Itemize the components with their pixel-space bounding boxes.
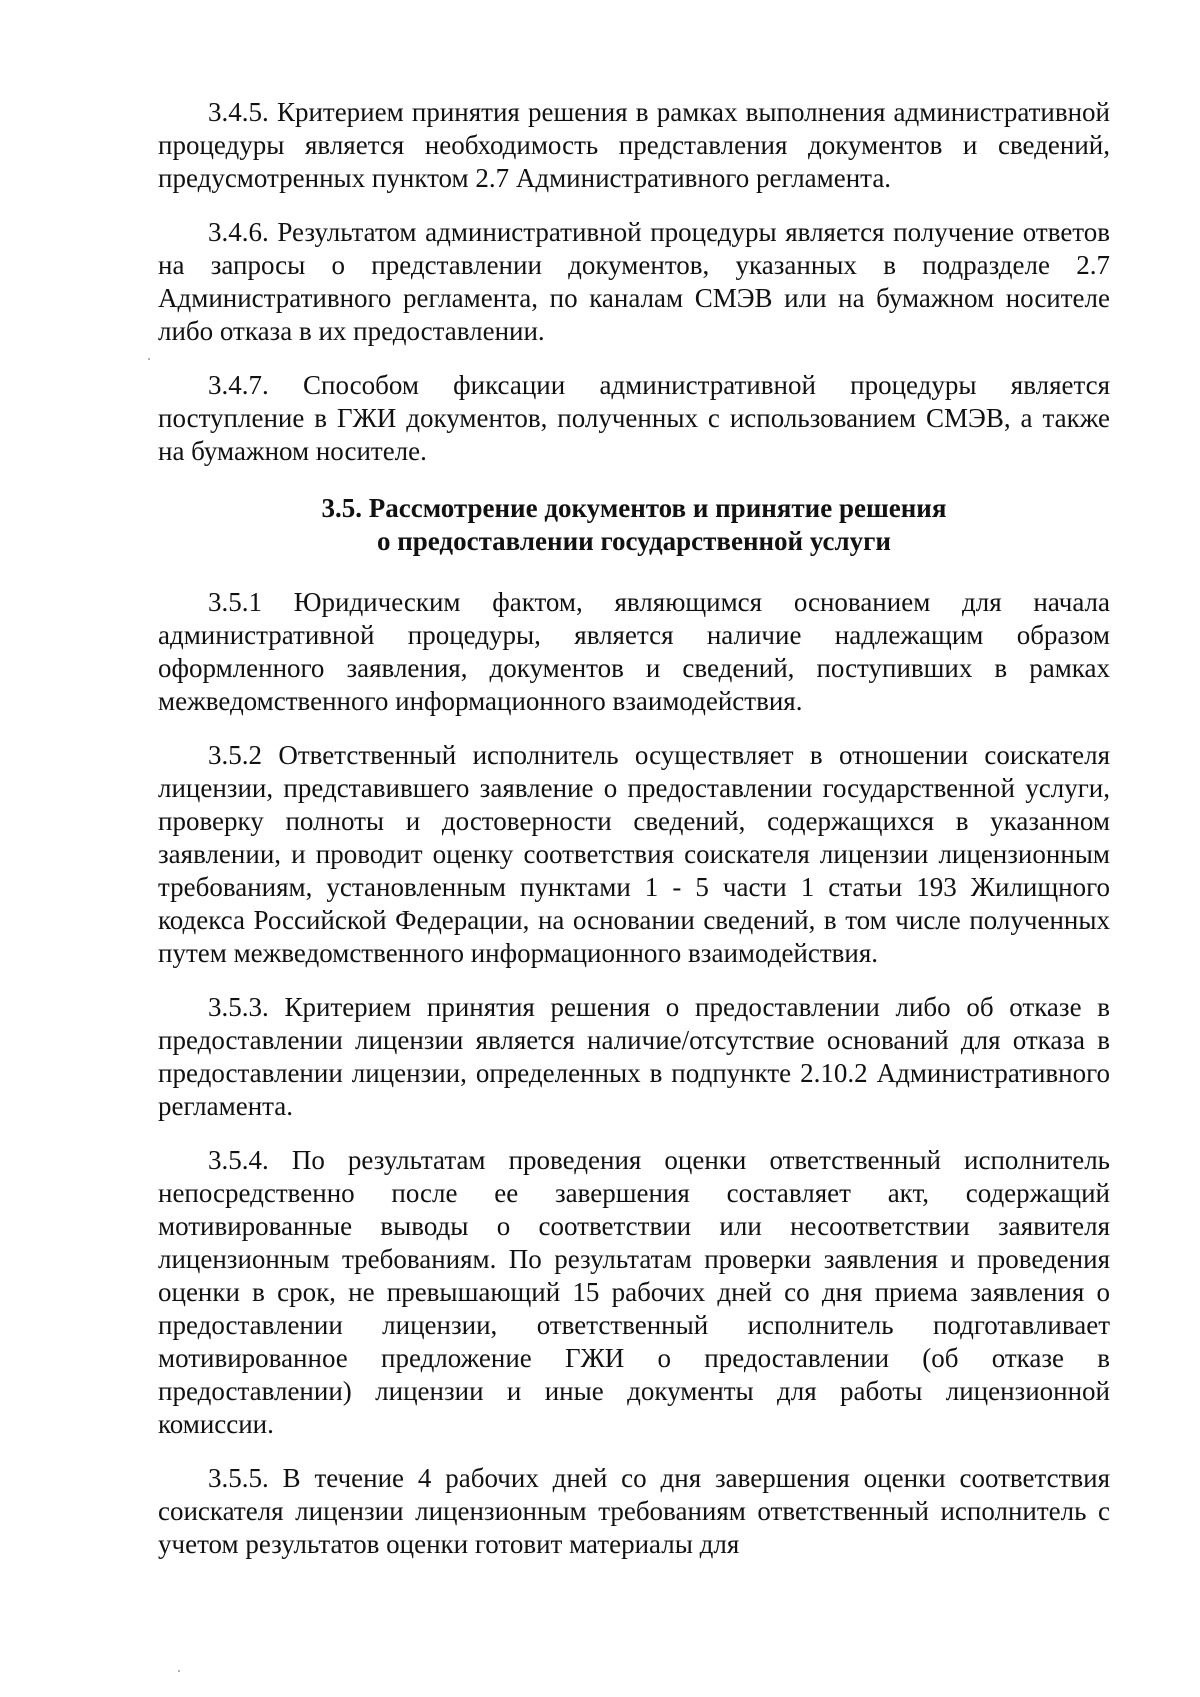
section-heading-3-5 <box>158 492 1110 558</box>
paragraph-3-5-5: 3.5.5. В течение 4 рабочих дней со дня завершения оценки соответствия соискателя лицензии лицензионным требованиям ответственный исполнитель с учетом результатов оценки готовит материалы для <box>158 1463 1110 1559</box>
paragraph-3-5-2: 3.5.2 Ответственный исполнитель осуществляет в отношении соискателя лицензии, представившего заявление о предоставлении государственной услуги, проверку полноты и достоверности сведений, содержащихся в указанном заявлении, и проводит оценку соответствия соискателя лицензии лицензионным требованиям, установленным пунктами 1 - 5 части 1 статьи 193 Жилищного кодекса Российской Федерации, на основании сведений, в том числе полученных путем межведомственного информационного взаимодействия. <box>158 740 1110 968</box>
paragraph-3-4-7: 3.4.7. Способом фиксации административной процедуры является поступление в ГЖИ документов, полученных с использованием СМЭВ, а также на бумажном носителе. <box>158 370 1110 466</box>
paragraph-3-4-6: 3.4.6. Результатом административной процедуры является получение ответов на запросы о представлении документов, указанных в подразделе 2.7 Административного регламента, по каналам СМЭВ или на бумажном носителе либо отказа в их предоставлении. <box>158 217 1110 346</box>
section-heading-line-1: 3.5. Рассмотрение документов и принятие решения <box>321 493 947 523</box>
paragraph-3-5-4: 3.5.4. По результатам проведения оценки ответственный исполнитель непосредственно после ее завершения составляет акт, содержащий мотивированные выводы о соответствии или несоответствии заявителя лицензионным требованиям. По результатам проверки заявления и проведения оценки в срок, не превышающий 15 рабочих дней со дня приема заявления о предоставлении лицензии, ответственный исполнитель подготавливает мотивированное предложение ГЖИ о предоставлении (об отказе в предоставлении) лицензии и иные документы для работы лицензионной комиссии. <box>158 1145 1110 1439</box>
paragraph-3-5-3: 3.5.3. Критерием принятия решения о предоставлении либо об отказе в предоставлении лицензии является наличие/отсутствие оснований для отказа в предоставлении лицензии, определенных в подпункте 2.10.2 Административного регламента. <box>158 992 1110 1121</box>
paragraph-3-4-5: 3.4.5. Критерием принятия решения в рамках выполнения административной процедуры является необходимость представления документов и сведений, предусмотренных пунктом 2.7 Административного регламента. <box>158 97 1110 193</box>
section-heading-line-2: о предоставлении государственной услуги <box>376 526 891 556</box>
scan-speck <box>148 358 150 360</box>
paragraph-3-5-1: 3.5.1 Юридическим фактом, являющимся основанием для начала административной процедуры, является наличие надлежащим образом оформленного заявления, документов и сведений, поступивших в рамках межведомственного информационного взаимодействия. <box>158 587 1110 716</box>
document-body <box>158 96 1110 1582</box>
scan-speck <box>178 1670 180 1672</box>
